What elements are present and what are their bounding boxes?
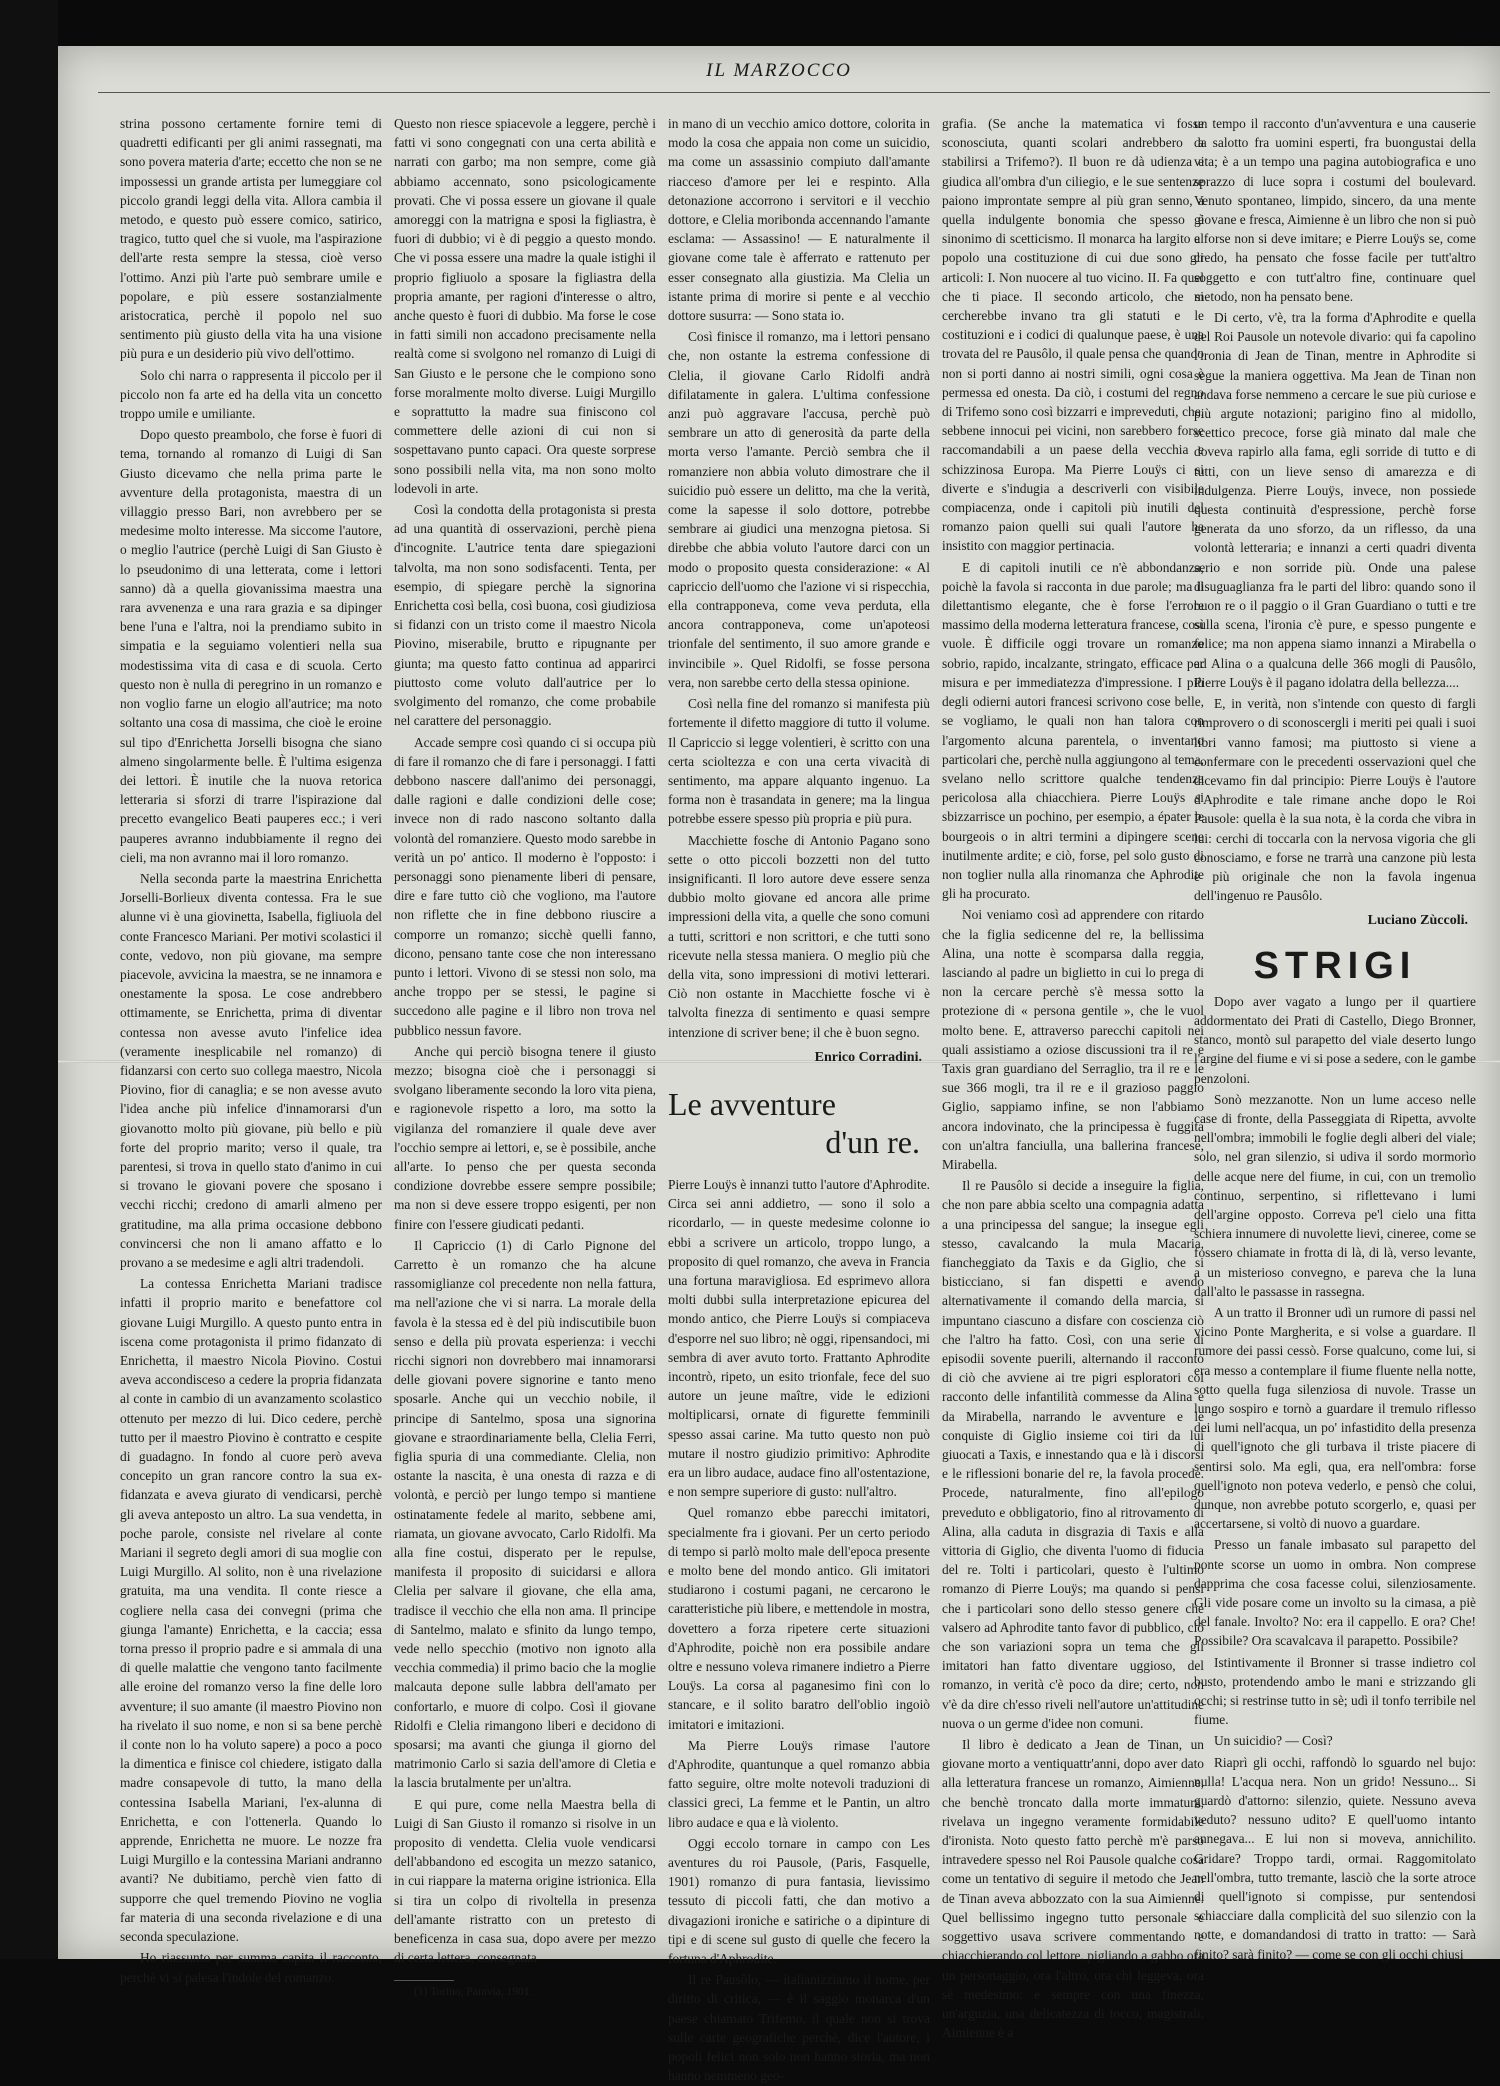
paragraph: Così la condotta della protagonista si presta ad una quantità di osservazioni, perchè piena d'incognite. L'autrice tenta dare spiegazioni talvolta, ma non sono sodisfacenti. Tenta, per esempio, di spiegare perchè la signorina Enrichetta così bella, così buona, così giudiziosa si fidanzi con un tristo come il maestro Nicola Piovino, miserabile, brutto e ripugnante per giunta; ma questo fatto continua ad apparirci piuttosto come voluto dall'autrice per lo svolgimento del romanzo, che come probabile nel carattere del personaggio.: [394, 502, 656, 729]
paragraph: E di capitoli inutili ce n'è abbondanza, poichè la favola si racconta in due parole; ma il dilettantismo elegante, che è forse l'errore massimo della moderna letteratura francese, così vuole. È difficile oggi trovare un romanzo sobrio, rapido, incalzante, stringato, efficace per misura e per immediatezza d'impressione. I più degli odierni autori francesi scrivono cose belle, se vogliamo, le quali non han talora con l'argomento alcuna parentela, o inventano particolari che, perchè nulla aggiungono al tema, svelano nello scrittore qualche tendenza pericolosa alla chiacchiera. Pierre Louÿs si sbizzarrisce un pochino, per esempio, a épater le bourgeois o in altri termini a dipingere scene inutilmente ardite; e ciò, forse, pel solo gusto di non toglier nulla alla rinomanza che Aphrodite gli ha procurato.: [942, 559, 1204, 902]
paragraph: Questo non riesce spiacevole a leggere, perchè i fatti vi sono congegnati con una certa abilità e narrati con garbo; ma non sempre, come già abbiamo accennato, sono psicologicamente provati. Che vi possa essere un giovane il quale amoreggi con la matrigna e sposi la figliastra, è fuori di dubbio; vi è di peggio a questo mondo. Che vi possa essere una madre la quale istighi il proprio figliuolo a sposare la figliastra della propria amante, per ragioni d'interesse o altro, anche questo è fuori di dubbio. Ma forse le cose in fatti simili non accadono precisamente nella realtà come si svolgono nel romanzo di Luigi di San Giusto e le persone che le compiono sono forse moralmente molto diverse. Luigi Murgillo e soprattutto la madre sua finiscono col commettere delle azioni di cui non si sospettavano punto capaci. Ora queste sorprese sono possibili nella vita, ma non sono molto lodevoli in arte.: [394, 116, 656, 496]
paragraph: Accade sempre così quando ci si occupa più di fare il romanzo che di fare i personaggi. I fatti debbono nascere dall'animo dei personaggi, dalle ragioni e dalle condizioni delle cose; invece non di rado nascono soltanto dalla volontà del romanziere. Questo modo sarebbe in verità un po' antico. Il moderno è l'opposto: i personaggi sono pienamente liberi di pensare, dire e fare tutto ciò che vogliono, ma l'autore non riflette che in fine debbono riuscire a comporre un romanzo; sicchè quelli fanno, dicono, pensano tante cose che non interessano punto i lettori. Vivono di se stessi non solo, ma anche troppo per se stessi, le pagine si succedono alle pagine e il libro non trova nel pubblico nessun favore.: [394, 734, 656, 1038]
paragraph: Quel romanzo ebbe parecchi imitatori, specialmente fra i giovani. Per un certo periodo di tempo si parlò molto male dell'epoca presente e molto bene del mondo antico. Gli imitatori studiarono i costumi pagani, ne cercarono le caratteristiche più libere, e mettendole in mostra, dovettero a forza ripetere certe situazioni d'Aphrodite, poichè non era possibile andare oltre e nessuno voleva rimanere indietro a Pierre Louÿs. La corsa al paganesimo finì con lo stancare, e il solito baratro dell'oblio ingoiò imitatori e imitazioni.: [668, 1505, 930, 1732]
paragraph: grafia. (Se anche la matematica vi fosse sconosciuta, quanti scolari andrebbero a stabilirsi a Trifemo?). Il buon re dà udienza e giudica all'ombra d'un ciliegio, e le sue sentenze paiono improntate sempre al più gran senno, a quella indulgente bonomia che spesso è sinonimo di scetticismo. Il monarca ha largito al popolo una costituzione di cui due sono gli articoli: I. Non nuocere al tuo vicino. II. Fa quel che ti piace. Il secondo articolo, che si cercherebbe invano tra gli statuti e le costituzioni e i codici di qualunque paese, è una trovata del re Pausôlo, il quale pensa che quando non si porti danno ai nostri simili, ogni cosa è permessa ed onesta. Da ciò, i costumi del regno di Trifemo sono così bizzarri e impreveduti, che, sebbene innocui pei vicini, non sarebbero forse raccomandabili a un paese della vecchia e schizzinosa Europa. Ma Pierre Louÿs ci si diverte e s'indugia a descriverli con visibile compiacenza, onde i capitoli più inutili del romanzo paion quelli sui quali l'autore ha insistito con maggior pertinacia.: [942, 116, 1204, 554]
paragraph: Istintivamente il Bronner si trasse indietro col busto, protendendo ambo le mani e strizzando gli occhi; si restrinse tutto in sè; udì il tonfo terribile nel fiume.: [1194, 1654, 1476, 1728]
paragraph: E qui pure, come nella Maestra bella di Luigi di San Giusto il romanzo si risolve in un proposito di vendetta. Clelia vuole vendicarsi dell'abbandono ed escogita un mezzo satanico, in cui riappare la materna origine istrionica. Ella si tira un colpo di rivoltella in presenza dell'amante ristratto con un pretesto di beneficenza in casa sua, dopo avere per mezzo di certa lettera, consegnata: [394, 1796, 656, 1966]
article-title: [668, 1085, 930, 1161]
paragraph: strina possono certamente fornire temi di quadretti edificanti per gli animi rassegnati, ma sono povera materia d'arte; eccetto che non se ne impossessi un grande artista per lumeggiare col piccolo grandi leggi della vita. Allora cambia il metodo, e questo può essere comico, satirico, tragico, tutto quel che si vuole, ma l'aspirazione dell'arte resta sempre la stessa, cioè verso l'ottimo. Anzi più l'arte può sembrare umile e popolare, e più essere sostanzialmente aristocratica, perchè il popolo nel suo sentimento più giusto della vita ha una visione più pura e un desiderio più vivo dell'ottimo.: [120, 116, 382, 362]
paragraph: Così nella fine del romanzo si manifesta più fortemente il difetto maggiore di tutto il volume. Il Capriccio si legge volentieri, è scritto con una certa scioltezza e con una certa vivacità di sentimento, ma appare alquanto ingenuo. La forma non è trasandata in genere; ma la lingua potrebbe essere spesso più propria e più pura.: [668, 696, 930, 827]
article-title-line-2: d'un re.: [825, 1123, 920, 1160]
story-title: STRIGI: [1253, 944, 1417, 987]
paragraph: Ho riassunto per summa capita il racconto, perchè vi si palesa l'indole del romanzo.: [120, 1950, 382, 1985]
newspaper-page: [58, 46, 1500, 2084]
masthead-title: IL MARZOCCO: [706, 60, 852, 81]
paragraph: Il re Pausôlo si decide a inseguire la figlia, che non pare abbia scelto una compagnia adatta a una principessa del sangue; la insegue egli stesso, cavalcando la mula Macaria, fiancheggiato da Taxis e da Giglio, che si bisticciano, si fan dispetti e avendo alternativamente il comando della marcia, si impuntano ciascuno a disfare con coscienza ciò che l'altro ha fatto. Così, con una serie di episodii sovente puerili, alternando il racconto di ciò che avviene ai tre pigri esploratori col racconto delle infantilità commesse da Alina e da Mirabella, narrando le avventure e le conquiste di Giglio insieme coi tiri da lui giuocati a Taxis, e innestando qua e là i discorsi e le riflessioni bonarie del re, la favola procede. Procede, naturalmente, fino all'epilogo preveduto e obbligatorio, fino al ritrovamento di Alina, alla caduta in disgrazia di Taxis e alla vittoria di Giglio, che diventa l'uomo di fiducia del re. Tolti i particolari, questo è l'ultimo romanzo di Pierre Louÿs; ma quando si pensi che i particolari sono dello stesso genere che valsero ad Aphrodite tanto favor di pubblico, ciò che son variazioni sopra un tema che gli imitatori han fatto diventare uggioso, del romanzo, in verità c'è poco da dire; certo, non v'è da dire ch'esso riveli nell'autore un'attitudine nuova o un germe d'idee non comuni.: [942, 1178, 1204, 1731]
paragraph: Il re Pausôlo, — italianizziamo il nome, per diritto di critica, — è il saggio monarca d'un paese chiamato Trifemo, il quale non si trova sulle carte geografiche perchè, dice l'autore, i popoli felici non solo non hanno storia, ma non hanno nemmeno geo-: [668, 1972, 930, 2084]
scan-border-top: [0, 0, 1500, 50]
column-4: [942, 114, 1204, 2041]
paragraph: Il libro è dedicato a Jean de Tinan, un giovane morto a ventiquattr'anni, dopo aver dato alla letteratura francese un romanzo, Aimienne, che benchè troncato dalla morte immatura, rivelava un ingegno veramente formidabile d'ironista. Noto questo fatto perchè m'è parso intravedere spesso nel Roi Pausole qualche cosa come un tentativo di seguire il metodo che Jean de Tinan aveva abbozzato con la sua Aimienne. Quel bellissimo ingegno tutto personale e soggettivo usava scrivere commentando e chiacchierando col lettore, pigliando a gabbo ora un personaggio, ora l'altro, ora chi leggeva, ora sè medesimo: e sempre con una finezza, un'arguzia, una delicatezza di tocco, magistrali. Aimienne è a: [942, 1737, 1204, 2041]
paragraph: E, in verità, non s'intende con questo di fargli rimprovero o di sconoscergli i meriti pei quali i suoi libri vanno famosi; ma piuttosto si viene a confermare con le precedenti osservazioni quel che dicevamo fin dal principio: Pierre Louÿs è l'autore d'Aphrodite e tale rimane anche dopo le Roi Pausole: quella è la sua nota, è la corda che vibra in lui: cerchi di toccarla con la nervosa vigoria che gli conosciamo, e forse ne trarrà una canzone più lesta e più originale che non la favola ingenua dell'ingenuo re Pausôlo.: [1194, 696, 1476, 904]
paragraph: Presso un fanale imbasato sul parapetto del ponte scorse un uomo in ombra. Non comprese dapprima che cosa facesse colui, silenziosamente. Gli vide posare come un involto su la cimasa, a piè del fanale. Involto? No: era il cappello. E ora? Che! Possibile? Ora scavalcava il parapetto. Possibile?: [1194, 1537, 1476, 1649]
article-title-line-1: Le avventure: [668, 1085, 836, 1122]
paragraph: in mano di un vecchio amico dottore, colorita in modo la cosa che appaia non come un suicidio, ma come un assassinio compiuto dall'amante riacceso d'amore per lei e respinto. Alla detonazione accorrono i servitori e il vecchio dottore, e Clelia moribonda accennando l'amante esclama: — Assassino! — E naturalmente il giovane come tale è afferrato e rattenuto per esser consegnato alla giustizia. Ma Clelia un istante prima di morire si pente e al vecchio dottore susurra: — Sono stata io.: [668, 116, 930, 324]
scan-border-left: [0, 0, 58, 1959]
paragraph: Dopo questo preambolo, che forse è fuori di tema, tornando al romanzo di Luigi di San Giusto dicevamo che nella prima parte le avventure della protagonista, maestra di un villaggio presso Bari, non avrebbero per se medesime molto interesse. Ma siccome l'autore, o meglio l'autrice (perchè Luigi di San Giusto è lo pseudonimo di una letterata, come i lettori sanno) dà a quella giovanissima maestra una rara avvenenza e una rara grazia e sa dipinger bene l'una e l'altra, noi la prendiamo subito in simpatia e la seguiamo volentieri nella sua modestissima vita di casa e di scuola. Certo questo non è nulla di peregrino in un romanzo e non voglio farne un elogio all'autrice; ma noto soltanto una cosa di massima, che cioè le eroine sul tipo d'Enrichetta Jorselli bisogna che siano almeno singolarmente belle. È l'ultima esigenza dei lettori. È inutile che la nuova retorica letteraria si sforzi di trarre l'ispirazione dal precetto evangelico Beati pauperes ecc.; i veri pauperes avranno indubbiamente il regno dei cieli, ma non avranno mai il loro romanzo.: [120, 427, 382, 865]
footnote-rule: [394, 1980, 454, 1981]
paragraph: Riaprì gli occhi, raffondò lo sguardo nel bujo: nulla! L'acqua nera. Non un grido! Nessuno... Si guardò d'attorno: silenzio, quiete. Nessuno aveva veduto? nessuno udito? E quell'uomo intanto annegava... E lui non si moveva, annichilito. Gridare? Troppo tardi, ormai. Raggomitolato nell'ombra, tutto tremante, lasciò che la sorte atroce di quell'ignoto si compisse, pur sentendosi schiacciare dalla complicità del suo silenzio con la notte, e domandandosi di tratto in tratto: — Sarà finito? sarà finito? — come se con gli occhi chiusi: [1194, 1754, 1476, 1962]
paragraph: Un suicidio? — Così?: [1214, 1733, 1333, 1749]
paragraph: Nella seconda parte la maestrina Enrichetta Jorselli-Borlieux diventa contessa. Fra le sue alunne vi è una giovinetta, Isabella, figliuola del conte Francesco Mariani. Per motivi scolastici il conte, vedovo, non più giovane, ma sempre piacevole, avvicina la maestra, se ne innamora e onestamente la sposa. Le cose andrebbero ottimamente, se Enrichetta, prima di diventar contessa non avesse avuto l'infelice idea (veramente inesplicabile nel romanzo) di fidanzarsi con certo suo collega maestro, Nicola Piovino, fior di canaglia; e se non avesse avuto l'idea anche più infelice d'innamorarsi d'un giovanotto molto più giovane, più bello e più forte del proprio marito; verso il quale, tra parentesi, si trova in quello stato d'animo in cui si trovano le giovani povere che sposano i vecchi ricchi; credono di amarli almeno per gratitudine, ma alla prima occasione debbono convincersi che non li amano affatto e lo provano a se medesime e agli altri tradendoli.: [120, 870, 382, 1270]
paragraph: Così finisce il romanzo, ma i lettori pensano che, non ostante la estrema confessione di Clelia, il giovane Carlo Ridolfi andrà difilatamente in galera. L'ultima confessione anzi può aggravare l'accusa, perchè può sembrare un atto di generosità da parte della morta verso l'amante. Perciò sembra che il romanziere non abbia voluto dimostrare che il suicidio può essere un delitto, ma che la verità, come la sapesse il solo dottore, potrebbe sembrare ai giudici una menzogna pietosa. Si direbbe che abbia voluto l'autore darci con un modo o proposito questa considerazione: « Al capriccio dell'uomo che l'azione vi si rispecchia, ella contrapponeva, come veva perduta, ella ancora contrapponeva, come un'apoteosi trionfale del sentimento, il suo amore grande e invincibile ». Quel Ridolfi, se fosse persona vera, non sarebbe certo della stessa opinione.: [668, 329, 930, 690]
paragraph: Ma Pierre Louÿs rimase l'autore d'Aphrodite, quantunque a quel romanzo abbia fatto seguire, oltre molte notevoli traduzioni di classici greci, La femme et le Pantin, un altro libro audace e qua e là violento.: [668, 1737, 930, 1830]
author-signature: Enrico Corradini.: [814, 1049, 922, 1065]
paragraph: Noi veniamo così ad apprendere con ritardo che la figlia sedicenne del re, la bellissima Alina, una notte è scomparsa dalla reggia, lasciando al padre un biglietto in cui lo prega di non la cercare perchè s'è messa sotto la protezione di « persona gentile », che le vuol molto bene. E, attraverso parecchi capitoli nei quali assistiamo a oziose discussioni tra il re e Taxis gran guardiano del Serraglio, tra il re e le sue 366 mogli, tra il re e il grazioso paggio Giglio, sappiamo infine, se non l'abbiamo ancora indovinato, che la principessa è fuggita con un'altra fanciulla, una ballerina francese, Mirabella.: [942, 907, 1204, 1172]
paragraph: un tempo il racconto d'un'avventura e una causerie da salotto fra uomini esperti, fra buongustai della vita; è a un tempo una pagina autobiografica e uno sprazzo di luce sopra i costumi del boulevard. Venuto spontaneo, limpido, sincero, da una mente giovane e fresca, Aimienne è un libro che non si può e forse non si deve imitare; e Pierre Louÿs se, come credo, ha pensato che fosse facile per tutt'altro soggetto e con tutt'altro fine, continuare quel metodo, non ha pensato bene.: [1194, 116, 1476, 304]
paragraph: A un tratto il Bronner udì un rumore di passi nel vicino Ponte Margherita, e si volse a guardare. Il rumore dei passi cessò. Forse qualcuno, come lui, si era messo a contemplare il fiume fluente nella notte, sotto quella fuga silenziosa di nuvole. Trasse un lungo sospiro e tornò a guardare il tremulo riflesso dei lumi nell'acqua, un po' infastidito della presenza di quell'ignoto che gli turbava il triste piacere di sentirsi solo. Ma egli, qua, era nell'ombra: forse quell'ignoto non poteva vederlo, e pensò che colui, dunque, non avrebbe potuto scorgerlo, e, quasi per accertarsene, si voltò di nuovo a guardare.: [1194, 1304, 1476, 1532]
column-3: [668, 114, 930, 2084]
paragraph: Dopo aver vagato a lungo per il quartiere addormentato dei Prati di Castello, Diego Bronner, stanco, montò sul parapetto del viale deserto lungo l'argine del fiume e vi si pose a sedere, con le gambe penzoloni.: [1194, 993, 1476, 1086]
author-signature: Luciano Zùccoli.: [1367, 913, 1468, 929]
column-2: [394, 114, 656, 1998]
column-5: [1194, 114, 1476, 1962]
paragraph: Di certo, v'è, tra la forma d'Aphrodite e quella del Roi Pausole un notevole divario: qui fa capolino l'ironia di Jean de Tinan, mentre in Aphrodite si segue la maniera oggettiva. Ma Jean de Tinan non andava forse nemmeno a cercare le sue più curiose e più argute notazioni; parigino fino al midollo, scettico precoce, forse già minato dal male che doveva rapirlo alla fama, egli sorride di tutto e di tutti, con un lieve senso di amarezza e di indulgenza. Pierre Louÿs, invece, non possiede questa continuità d'espressione, perchè forse generata da uno sforzo, da un riflesso, da una volontà letteraria; e innanzi a certi quadri diventa serio e non sorride più. Onde una palese disuguaglianza fra le parti del libro: quando sono il buon re o il paggio o il Gran Guardiano o tutti e tre sulla scena, l'ironia c'è pure, e spesso pungente e felice; ma non appena siamo innanzi a Mirabella o ad Alina o a qualcuna delle 366 mogli di Pausôlo, Pierre Louÿs è il pagano idolatra della bellezza....: [1194, 310, 1476, 690]
paragraph: Macchiette fosche di Antonio Pagano sono sette o otto piccoli bozzetti non del tutto insignificanti. Il loro autore deve essere senza dubbio molto giovane ed ancora alle prime impressioni della vita, a quelle che sono comuni a tutti, scrittori e non scrittori, e che tutti sono ricevute nella stessa maniera. O meglio più che della vita, sono impressioni di motivi letterari. Ciò non ostante in Macchiette fosche vi è talvolta finezza di sentimento e quasi sempre intenzione di scriver bene; il che è buon segno.: [668, 832, 930, 1040]
footnote: (1) Torino, Paravia, 1901.: [414, 1985, 533, 1998]
paragraph: Pierre Louÿs è innanzi tutto l'autore d'Aphrodite. Circa sei anni addietro, — sono il solo a ricordarlo, — in queste medesime colonne io ebbi a scrivere un articolo, troppo lungo, a proposito di quel romanzo, che aveva in Francia una fortuna maravigliosa. Ed esprimevo allora molti dubbi sulla interpretazione epicurea del mondo antico, che Pierre Louÿs si compiaceva d'esporre nel suo libro; nè oggi, ripensandoci, mi sembra di aver avuto torto. Frattanto Aphrodite incontrò, ripeto, un esito trionfale, fece del suo autore un jeune maître, vide le edizioni moltiplicarsi, ornate di figurette femminili spesso assai carine. Ma tutto questo non può mutare il nostro giudizio primitivo: Aphrodite era un libro audace, audace fino all'ostentazione, e non sempre superiore di gusto: null'altro.: [668, 1176, 930, 1500]
paragraph: Oggi eccolo tornare in campo con Les aventures du roi Pausole, (Paris, Fasquelle, 1901) romanzo di pura fantasia, lievissimo tessuto di piccoli fatti, che dan motivo a divagazioni ironiche e satiriche o a dipinture di tipi e di scene sul gusto di quelle che fecero la fortuna d'Aphrodite.: [668, 1835, 930, 1967]
paragraph: Sonò mezzanotte. Non un lume acceso nelle case di fronte, della Passeggiata di Ripetta, avvolte nell'ombra; immobili le foglie degli alberi del viale; solo, nel gran silenzio, si udiva il sordo mormorìo delle acque nere del fiume, in cui, con un tremolìo continuo, serpentino, si riflettevano i lumi dell'argine opposto. Correva pe'l cielo una fitta schiera innumere di nuvolette lievi, cineree, come se fossero chiamate in frotta di là, di là, verso levante, a un misterioso convegno, e pareva che la luna dall'alto le passasse in rassegna.: [1194, 1091, 1476, 1299]
paragraph: Solo chi narra o rappresenta il piccolo per il piccolo non fa arte ed ha della vita un concetto troppo umile e umiliante.: [120, 367, 382, 422]
paragraph: La contessa Enrichetta Mariani tradisce infatti il proprio marito e benefattore col giovane Luigi Murgillo. A questo punto entra in iscena come protagonista il primo fidanzato di Enrichetta, il maestro Nicola Piovino. Costui aveva accondisceso a cedere la propria fidanzata al conte in cambio di un avanzamento scolastico ottenuto per mezzo di lui. Dico cedere, perchè tutto per il maestro Piovino è contratto e cespite di guadagno. In fondo al cuore però aveva concepito un gran rancore contro la sua ex-fidanzata e aveva giurato di vendicarsi, perchè gli aveva anteposto un altro. La sua vendetta, in poche parole, consiste nel rivelare al conte Mariani il segreto degli amori di sua moglie con Luigi Murgillo. Al solito, non è una rivelazione gratuita, ma una vendita. Il conte riesce a cogliere nella casa dei convegni (prima che giunga l'amante) Enrichetta, e la caccia; essa torna presso il proprio padre e si ammala di una di quelle malattie che vengono tanto facilmente alle eroine del romanzo verso la fine delle loro avventure; il suo amante (il maestro Piovino non ha rivelato il suo nome, e non si sa bene perchè il conte non lo ha voluto sapere) a poco a poco la dimentica e finisce col chiedere, istigato dalla madre consapevole di tutto, la mano della contessina Isabella Mariani, l'ex-alunna di Enrichetta, e con l'ottenerla. Quando lo apprende, Enrichetta ne muore. Le nozze fra Luigi Murgillo e la contessina Mariani andranno avanti? Ne dubitiamo, perchè vien fatto di supporre che quel tremendo Piovino ne voglia far materia di una seconda rivelazione e di una seconda speculazione.: [120, 1276, 382, 1945]
column-1: [120, 114, 382, 1985]
paragraph: Il Capriccio (1) di Carlo Pignone del Carretto è un romanzo che ha alcune rassomiglianze col precedente non nella fattura, ma nell'azione che vi si narra. La morale della favola è la stessa ed è del più indiscutibile buon senso e della più provata esperienza: i vecchi ricchi signori non dovrebbero mai innamorarsi delle giovani povere signorine e tanto meno sposarle. Anche qui un vecchio nobile, il principe di Santelmo, sposa una signorina giovane e straordinariamente bella, Clelia Ferri, figlia spuria di una commediante. Clelia, non ostante la nascita, è una onesta di razza e di volontà, e perciò per lungo tempo si mantiene ostinatamente fedele al marito, sebbene ami, riamata, un giovane avvocato, Carlo Ridolfi. Ma alla fine costui, disperato per le repulse, manifesta il proposito di suicidarsi e allora Clelia per salvare il giovane, che ella ama, tradisce il vecchio che ella non ama. Il principe di Santelmo, malato e sfinito da lungo tempo, vede nello specchio (motivo non ignoto alla vecchia commedia) il primo bacio che la moglie malcauta depone sulle labbra dell'amato per confortarlo, e muore di colpo. Così il giovane Ridolfi e Clelia rimangono liberi e decidono di sposarsi; ma avanti che giunga il giorno del matrimonio Carlo si sazia dell'amore di Cletia e la lascia brutalmente per un'altra.: [394, 1237, 656, 1791]
paragraph: Anche qui perciò bisogna tenere il giusto mezzo; bisogna cioè che i personaggi si svolgano liberamente secondo la loro vita piena, e ragionevole rispetto a loro, ma sotto la vigilanza del romanziere il quale deve aver l'occhio sempre ai lettori, e, se è possibile, anche all'arte. Io penso che per questa seconda condizione dovrebbe essere sempre possibile; ma non si deve essere troppo esigenti, per non finire con l'essere giudicati pedanti.: [394, 1043, 656, 1232]
masthead-rule: [98, 92, 1490, 93]
